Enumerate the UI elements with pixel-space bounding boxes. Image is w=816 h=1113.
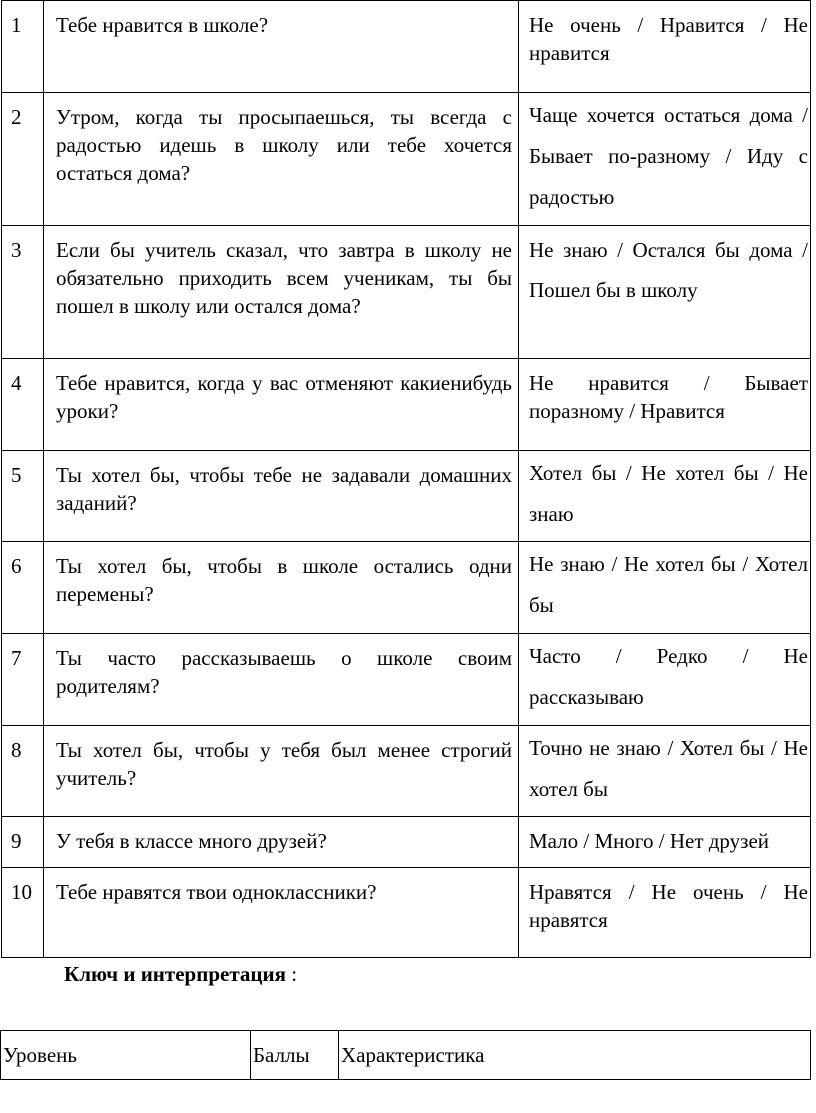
answer-options: Нравятся / Не очень / Не нравятся [519, 868, 811, 958]
answer-options: Не нравится / Бывает поразному / Нравится [519, 359, 811, 451]
table-row [2, 1, 811, 93]
question-text: Ты хотел бы, чтобы у тебя был менее строгий учитель? [44, 726, 519, 817]
question-text: Ты хотел бы, чтобы тебе не задавали домашних заданий? [44, 451, 519, 542]
column-header-level: Уровень [1, 1031, 251, 1080]
answer-options: Чаще хочется остаться дома / Бывает по-разному / Иду с радостью [519, 93, 811, 226]
table-row [2, 817, 811, 868]
question-number: 3 [2, 226, 44, 359]
answer-options: Хотел бы / Не хотел бы / Не знаю [519, 451, 811, 542]
question-number: 8 [2, 726, 44, 817]
key-interpretation-heading [64, 960, 297, 988]
answer-options: Не знаю / Остался бы дома / Пошел бы в школу [519, 226, 811, 359]
key-heading-text: Ключ и интерпретация [64, 962, 286, 986]
question-number: 2 [2, 93, 44, 226]
answer-options: Мало / Много / Нет друзей [519, 817, 811, 868]
question-text: Тебе нравится в школе? [44, 1, 519, 93]
question-number: 5 [2, 451, 44, 542]
table-row [2, 634, 811, 726]
table-row [2, 868, 811, 958]
table-row [2, 226, 811, 359]
table-row [2, 451, 811, 542]
question-number: 1 [2, 1, 44, 93]
answer-options: Точно не знаю / Хотел бы / Не хотел бы [519, 726, 811, 817]
question-number: 6 [2, 542, 44, 634]
answer-options: Не очень / Нравится / Не нравится [519, 1, 811, 93]
question-number: 9 [2, 817, 44, 868]
column-header-characteristic: Характеристика [339, 1031, 811, 1080]
answer-options: Часто / Редко / Не рассказываю [519, 634, 811, 726]
table-row [2, 359, 811, 451]
question-text: У тебя в классе много друзей? [44, 817, 519, 868]
table-row [2, 726, 811, 817]
column-header-points: Баллы [251, 1031, 339, 1080]
question-number: 7 [2, 634, 44, 726]
table-row [2, 93, 811, 226]
answer-options: Не знаю / Не хотел бы / Хотел бы [519, 542, 811, 634]
question-text: Утром, когда ты просыпаешься, ты всегда с радостью идешь в школу или тебе хочется остаться дома? [44, 93, 519, 226]
question-text: Если бы учитель сказал, что завтра в школу не обязательно приходить всем ученикам, ты бы пошел в школу или остался дома? [44, 226, 519, 359]
question-number: 4 [2, 359, 44, 451]
question-text: Тебе нравятся твои одноклассники? [44, 868, 519, 958]
question-text: Ты часто рассказываешь о школе своим родителям? [44, 634, 519, 726]
questionnaire-table [1, 0, 811, 958]
interpretation-table [0, 1030, 811, 1080]
question-number: 10 [2, 868, 44, 958]
question-text: Тебе нравится, когда у вас отменяют какиенибудь уроки? [44, 359, 519, 451]
table-row [2, 542, 811, 634]
table-header-row [1, 1031, 811, 1080]
key-heading-colon: : [285, 962, 298, 986]
question-text: Ты хотел бы, чтобы в школе остались одни перемены? [44, 542, 519, 634]
